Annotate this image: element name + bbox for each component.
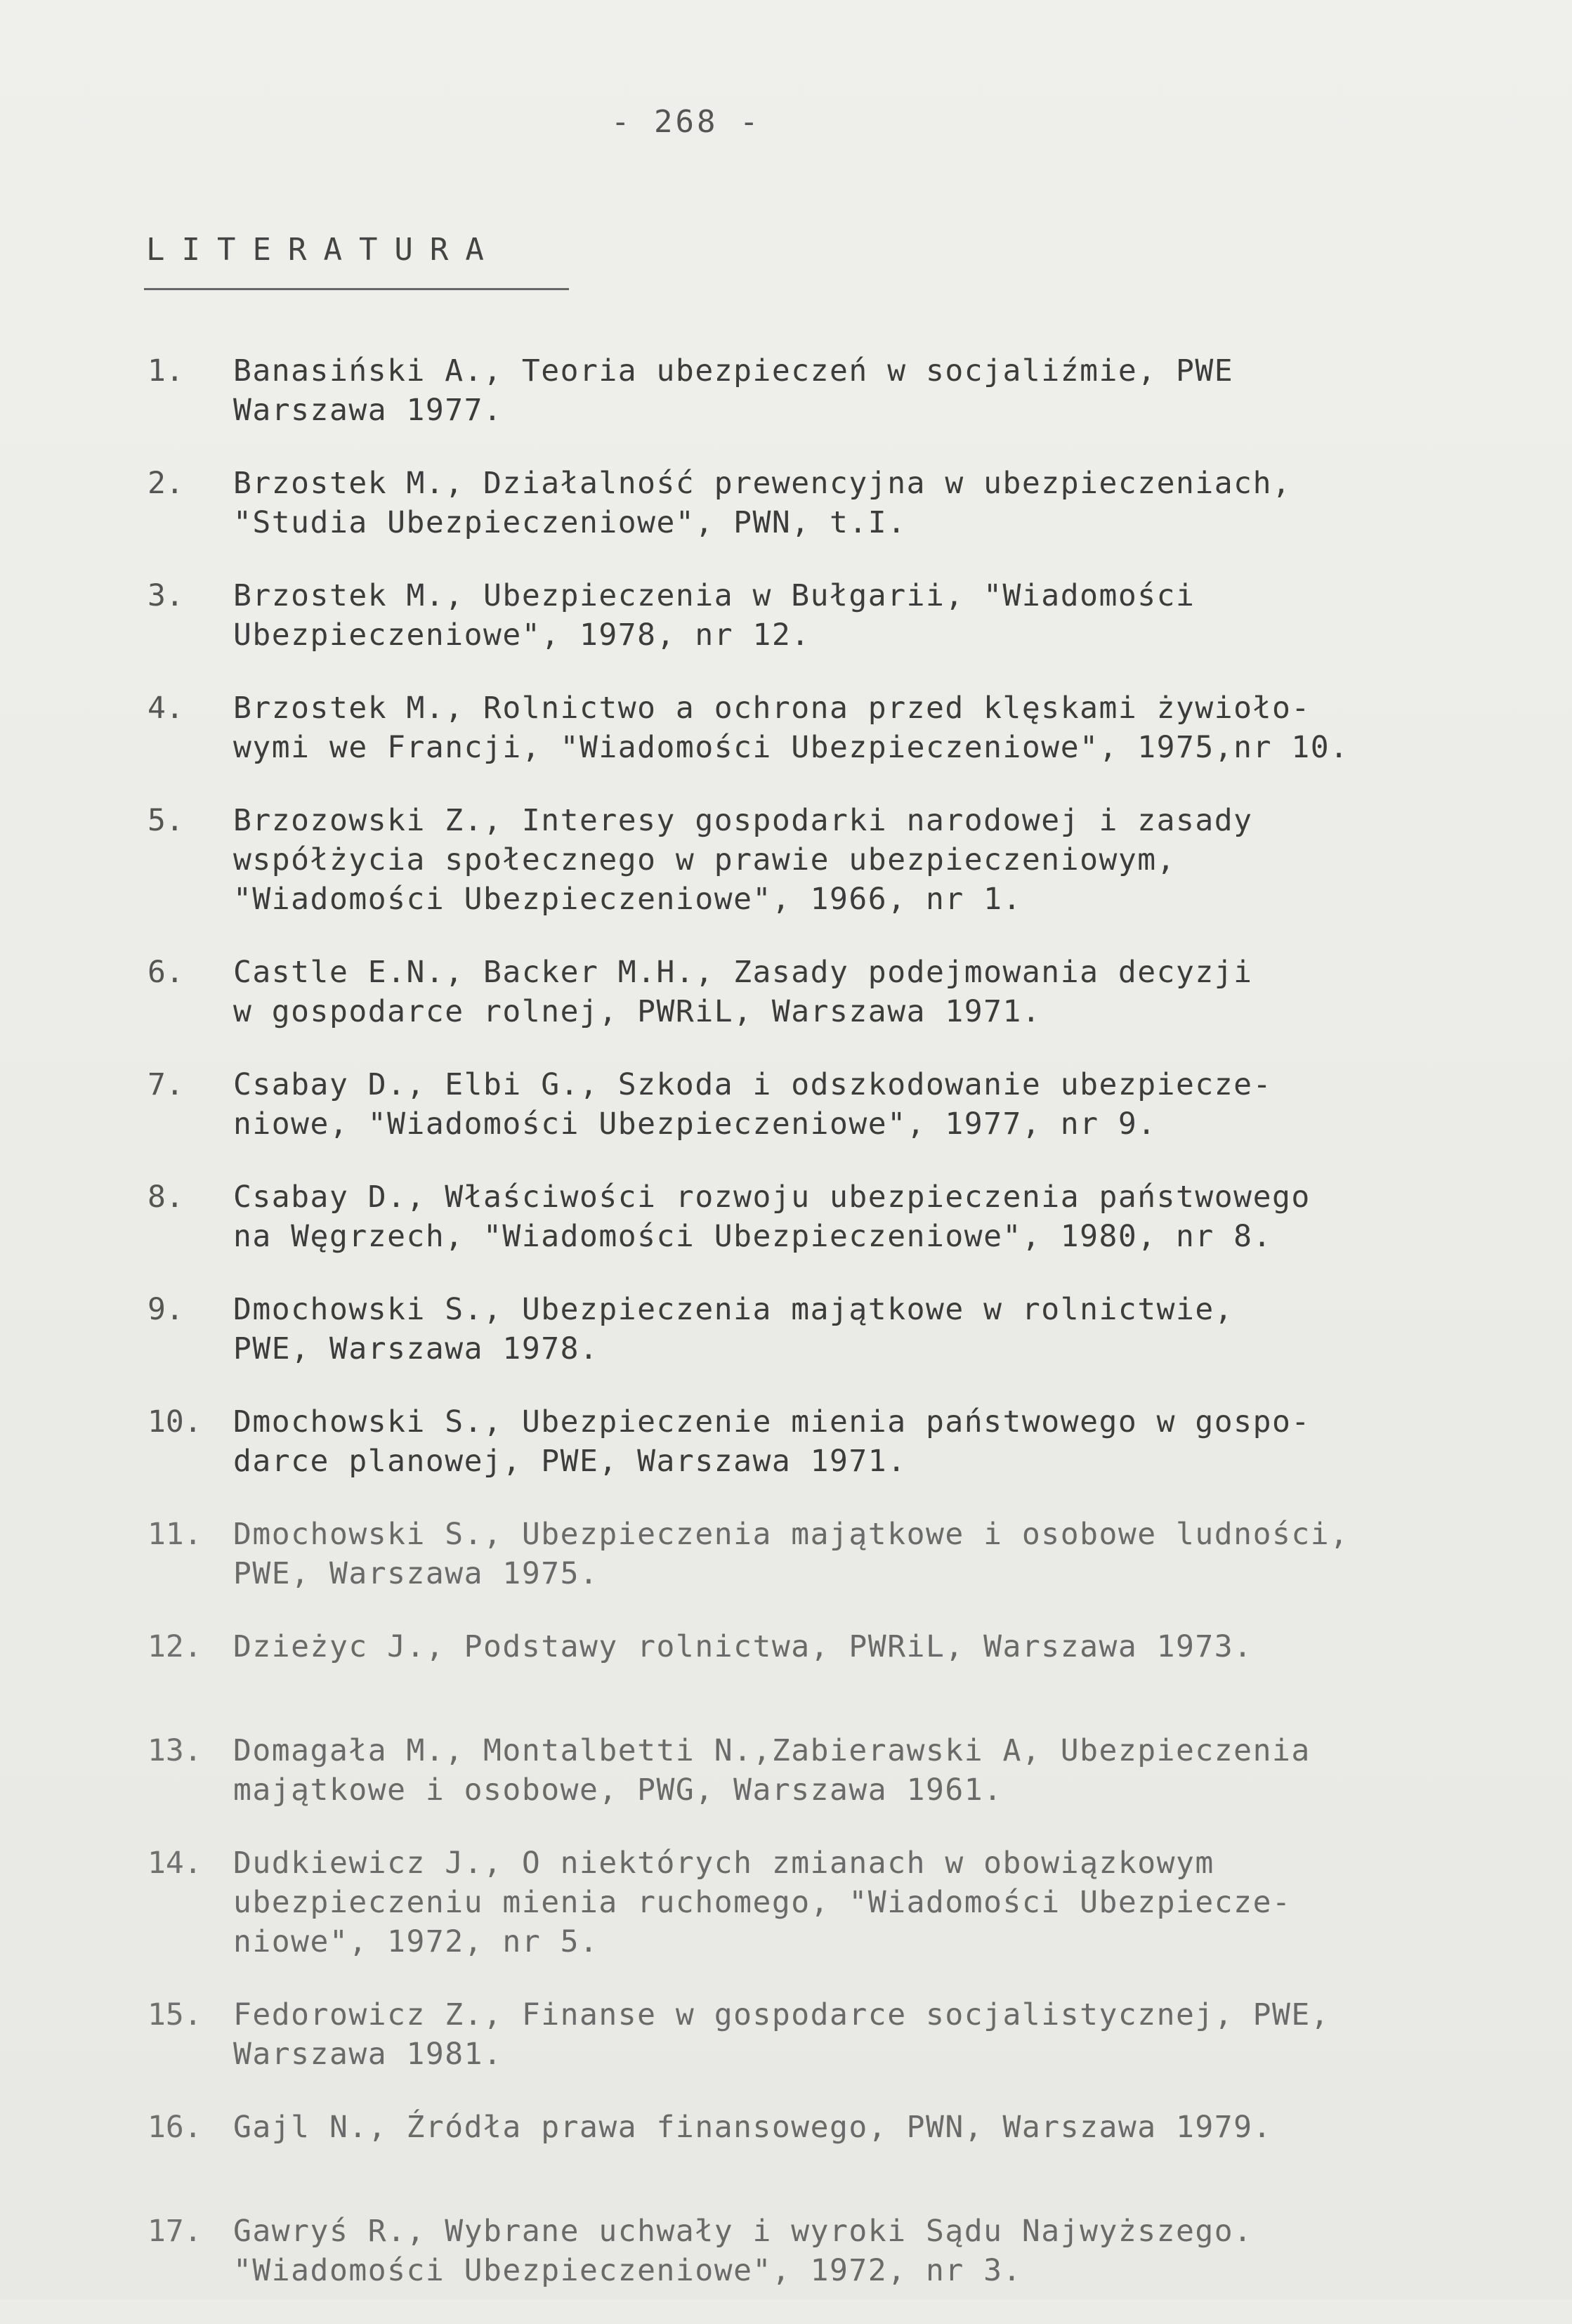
bibliography-entry [0,351,1572,430]
bibliography-entry [0,1731,1572,1810]
bibliography-entry [0,2108,1572,2178]
entry-text: Gawryś R., Wybrane uchwały i wyroki Sądu Najwyższego. "Wiadomości Ubezpieczeniowe", 1972, nr 3. [233,2214,1253,2288]
bibliography-entry [0,688,1572,767]
entry-text: Fedorowicz Z., Finanse w gospodarce socjalistycznej, PWE, Warszawa 1981. [233,1997,1330,2072]
entry-text: Gajl N., Źródła prawa finansowego, PWN, Warszawa 1979. [233,2110,1272,2145]
entry-text: Dudkiewicz J., O niektórych zmianach w obowiązkowym ubezpieczeniu mienia ruchomego, "Wiadomości Ubezpiecze- niowe", 1972, nr 5. [233,1846,1292,1959]
bibliography-entry [0,1995,1572,2074]
entry-number: 8. [148,1180,184,1215]
entry-text: Castle E.N., Backer M.H., Zasady podejmowania decyzji w gospodarce rolnej, PWRiL, Warszawa 1971. [233,955,1253,1029]
entry-text: Banasiński A., Teoria ubezpieczeń w socjaliźmie, PWE Warszawa 1977. [233,353,1234,428]
entry-text: Brzostek M., Działalność prewencyjna w ubezpieczeniach, "Studia Ubezpieczeniowe", PWN, t.I. [233,466,1292,540]
entry-number: 17. [148,2214,202,2249]
entry-number: 13. [148,1733,202,1768]
entry-number: 10. [148,1404,202,1440]
bibliography-entry [0,801,1572,919]
heading-underline [144,288,569,290]
entry-number: 12. [148,1629,202,1664]
entry-number: 4. [148,691,184,726]
entry-number: 6. [148,955,184,990]
entry-number: 5. [148,803,184,838]
bibliography-entry [0,953,1572,1031]
bibliography-entry [0,1627,1572,1697]
entry-text: Brzostek M., Rolnictwo a ochrona przed klęskami żywioło- wymi we Francji, "Wiadomości Ubezpieczeniowe", 1975,nr 10. [233,691,1349,765]
bibliography-list [0,351,1572,2324]
entry-text: Domagała M., Montalbetti N.,Zabierawski A, Ubezpieczenia majątkowe i osobowe, PWG, Warszawa 1961. [233,1733,1311,1808]
entry-text: Brzozowski Z., Interesy gospodarki narodowej i zasady współżycia społecznego w prawie ubezpieczeniowym, "Wiadomości Ubezpieczeniowe", 1966, nr 1. [233,803,1253,917]
bibliography-entry [0,1177,1572,1256]
entry-number: 14. [148,1846,202,1881]
section-heading: LITERATURA [146,232,501,268]
entry-text: Dmochowski S., Ubezpieczenia majątkowe i osobowe ludności, PWE, Warszawa 1975. [233,1517,1349,1591]
bibliography-entry [0,2212,1572,2290]
entry-number: 15. [148,1997,202,2032]
entry-number: 3. [148,578,184,613]
bibliography-entry [0,464,1572,542]
bibliography-entry [0,576,1572,655]
entry-text: Csabay D., Właściwości rozwoju ubezpieczenia państwowego na Węgrzech, "Wiadomości Ubezpieczeniowe", 1980, nr 8. [233,1180,1311,1254]
entry-number: 7. [148,1067,184,1102]
entry-number: 1. [148,353,184,389]
bibliography-entry [0,1843,1572,1961]
bibliography-entry [0,1402,1572,1481]
entry-number: 11. [148,1517,202,1552]
entry-text: Brzostek M., Ubezpieczenia w Bułgarii, "Wiadomości Ubezpieczeniowe", 1978, nr 12. [233,578,1196,653]
entry-number: 9. [148,1292,184,1327]
entry-text: Dmochowski S., Ubezpieczenia majątkowe w rolnictwie, PWE, Warszawa 1978. [233,1292,1234,1366]
entry-text: Dzieżyc J., Podstawy rolnictwa, PWRiL, Warszawa 1973. [233,1629,1253,1664]
bibliography-entry [0,1065,1572,1144]
entry-text: Dmochowski S., Ubezpieczenie mienia państwowego w gospo- darce planowej, PWE, Warszawa 1971. [233,1404,1311,1479]
page-number: - 268 - [611,104,761,140]
entry-number: 16. [148,2110,202,2145]
bibliography-entry [0,1290,1572,1369]
entry-number: 2. [148,466,184,501]
bibliography-entry [0,1515,1572,1593]
entry-text: Csabay D., Elbi G., Szkoda i odszkodowanie ubezpiecze- niowe, "Wiadomości Ubezpieczeniowe", 1977, nr 9. [233,1067,1272,1142]
